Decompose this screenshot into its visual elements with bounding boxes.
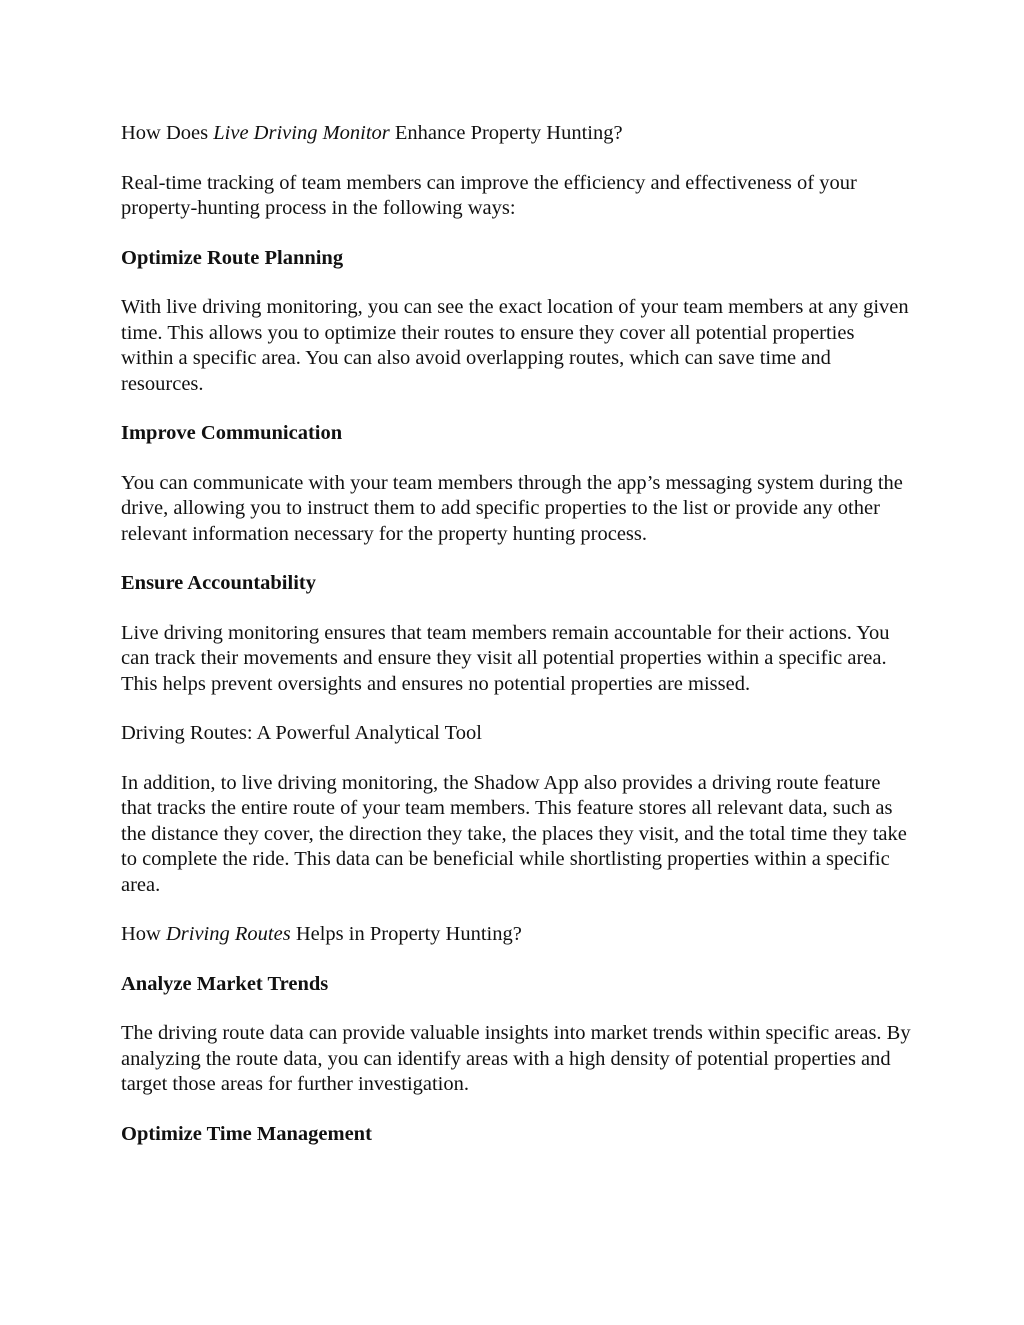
section-title-market-trends: Analyze Market Trends [121, 972, 329, 995]
routes-heading: Driving Routes: A Powerful Analytical Tool [121, 722, 482, 744]
intro-heading-before: How Does [121, 122, 214, 144]
intro-heading-emphasis: Live Driving Monitor [213, 122, 390, 144]
routes-question-after: Helps in Property Hunting? [290, 923, 522, 945]
section-body-communication: You can communicate with your team members through the app’s messaging system during the drive, allowing you to instruct them to add specific properties to the list or provide any other relevant information necessary for the property hunting process. [121, 471, 903, 545]
routes-question-emphasis: Driving Routes [165, 923, 291, 945]
section-title-communication: Improve Communication [121, 422, 343, 444]
routes-question-before: How [121, 923, 166, 945]
intro-heading [121, 121, 911, 147]
section-title-time-management: Optimize Time Management [121, 1122, 372, 1145]
routes-question-heading [121, 922, 911, 948]
document-body [121, 121, 911, 1171]
section-title-accountability: Ensure Accountability [121, 572, 316, 594]
intro-heading-after: Enhance Property Hunting? [389, 122, 623, 144]
section-body-accountability: Live driving monitoring ensures that team members remain accountable for their actions. You can track their movements and ensure they visit all potential properties within a specific area. This helps prevent oversights and ensures no potential properties are missed. [121, 621, 890, 695]
intro-paragraph: Real-time tracking of team members can improve the efficiency and effectiveness of your property-hunting process in the following ways: [121, 171, 857, 219]
section-body-route-planning: With live driving monitoring, you can see the exact location of your team members at any given time. This allows you to optimize their routes to ensure they cover all potential properties within a specific area. You can also avoid overlapping routes, which can save time and resources. [121, 296, 909, 395]
section-title-route-planning: Optimize Route Planning [121, 246, 344, 269]
routes-paragraph: In addition, to live driving monitoring, the Shadow App also provides a driving route feature that tracks the entire route of your team members. This feature stores all relevant data, such as the distance they cover, the direction they take, the places they visit, and the total time they take to complete the ride. This data can be beneficial while shortlisting properties within a specific area. [121, 771, 907, 896]
section-body-market-trends: The driving route data can provide valuable insights into market trends within specific areas. By analyzing the route data, you can identify areas with a high density of potential properties and target those areas for further investigation. [121, 1022, 911, 1095]
